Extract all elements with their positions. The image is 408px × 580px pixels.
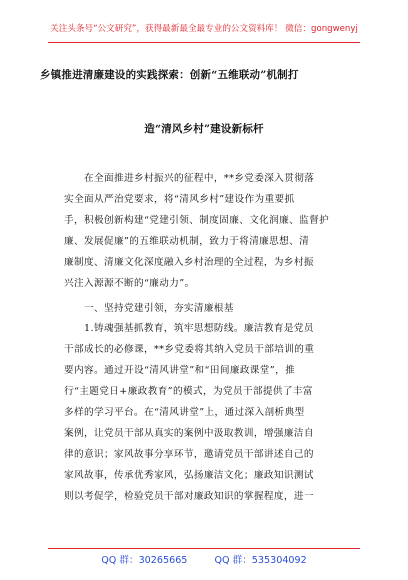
- paragraph-line: 1.铸魂强基抓教育，筑牢思想防线。廉洁教育是党员: [84, 323, 314, 334]
- footer-qq-group-2: QQ 群：535304092: [214, 555, 307, 566]
- document-title-line-2: 造“清风乡村”建设新标杆: [144, 123, 264, 135]
- paragraph-line: 干部成长的必修课，**乡党委将其纳入党员干部培训的重: [64, 344, 315, 355]
- paragraph-line: 案例，让党员干部从真实的案例中汲取教训，增强廉洁自: [64, 428, 314, 439]
- header-banner: 关注头条号“公文研究”，获得最新最全最专业的公文资料库！ 微信：gongwenyj: [50, 24, 358, 34]
- paragraph-line: 多样的学习平台。在“清风讲堂”上，通过深入剖析典型: [64, 407, 305, 418]
- document-title-line-1: 乡镇推进清廉建设的实践探索：创新“五维联动”机制打: [40, 69, 299, 81]
- header-divider: [48, 42, 360, 43]
- intro-paragraph: [64, 168, 340, 294]
- footer-divider: [48, 548, 360, 549]
- paragraph-line: 则以考促学，检验党员干部对廉政知识的掌握程度，进一: [64, 491, 314, 502]
- paragraph-line: 廉、发展促廉”的五维联动机制，致力于将清廉思想、清: [64, 236, 310, 247]
- paragraph-line: 行“主题党日+廉政教育”的模式，为党员干部提供了丰富: [64, 386, 313, 397]
- paragraph-line: 在全面推进乡村振兴的征程中，**乡党委深入贯彻落: [84, 173, 315, 184]
- paragraph-line: 律的意识；家风故事分享环节，邀请党员干部讲述自己的: [64, 449, 314, 460]
- paragraph-line: 家风故事，传承优秀家风，弘扬廉洁文化；廉政知识测试: [64, 470, 314, 481]
- section-paragraph: [64, 318, 340, 507]
- footer: [0, 552, 408, 566]
- paragraph-line: 要内容。通过开设“清风讲堂”和“田间廉政课堂”，推: [64, 365, 296, 376]
- footer-qq-group-1: QQ 群：30265665: [101, 555, 188, 566]
- paragraph-line: 手，积极创新构建“党建引领、制度固廉、文化润廉、监督护: [64, 215, 330, 226]
- section-heading: 一、坚持党建引领，夯实清廉根基: [84, 303, 234, 314]
- paragraph-line: 兴注入源源不断的“廉动力”。: [64, 278, 195, 289]
- paragraph-line: 实全面从严治党要求，将“清风乡村”建设作为重要抓: [64, 194, 295, 205]
- paragraph-line: 廉制度、清廉文化深度融入乡村治理的全过程，为乡村振: [64, 257, 314, 268]
